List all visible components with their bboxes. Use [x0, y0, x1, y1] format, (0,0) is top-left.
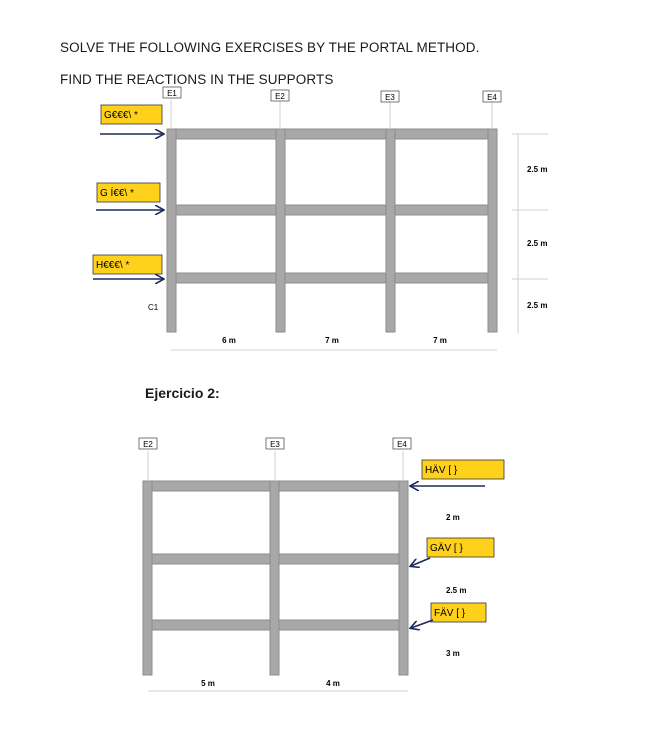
load-level-1	[93, 255, 163, 279]
column-tag-E3	[381, 91, 399, 102]
span-label-1: 6 m	[222, 336, 236, 345]
column-2-1	[143, 481, 152, 675]
column-tag-ex2-E3	[266, 438, 284, 449]
column-3	[386, 129, 395, 332]
frame-2	[143, 451, 408, 675]
beam-roof	[167, 129, 497, 139]
column-2-2	[270, 481, 279, 675]
story-2-height-2: 2.5 m	[446, 586, 467, 595]
span-2-label-2: 4 m	[326, 679, 340, 688]
story-height-2: 2.5 m	[527, 239, 548, 248]
load-2-label-level-1: FÄV [ }	[434, 608, 466, 619]
story-2-height-3: 2 m	[446, 513, 460, 522]
support-label: C1	[148, 303, 159, 312]
span-label-3: 7 m	[433, 336, 447, 345]
column-4	[488, 129, 497, 332]
instruction-portal-method: SOLVE THE FOLLOWING EXERCISES BY THE PORTAL METHOD.	[60, 40, 480, 55]
column-tag-ex2-E2-label: E2	[143, 440, 153, 449]
column-2-3	[399, 481, 408, 675]
load-label-level-2: G Í€€\ *	[100, 188, 134, 199]
column-tag-ex2-E2	[139, 438, 157, 449]
load-2-roof	[411, 460, 504, 486]
frame-1	[167, 100, 497, 332]
column-tag-E3-label: E3	[385, 93, 395, 102]
span-2-label-1: 5 m	[201, 679, 215, 688]
load-2-level-1	[411, 603, 486, 628]
load-2-label-level-2: GÄV [ }	[430, 543, 463, 554]
column-1	[167, 129, 176, 332]
column-tag-E2-label: E2	[275, 92, 285, 101]
beam-level-2	[167, 205, 497, 215]
story-height-1: 2.5 m	[527, 301, 548, 310]
column-tag-ex2-E4	[393, 438, 411, 449]
load-roof	[100, 105, 163, 134]
column-tag-ex2-E3-label: E3	[270, 440, 280, 449]
exercise-2-heading: Ejercicio 2:	[145, 385, 220, 401]
load-2-label-roof: HÄV [ }	[425, 465, 458, 476]
column-tag-E1	[163, 87, 181, 98]
instruction-find-reactions: FIND THE REACTIONS IN THE SUPPORTS	[60, 72, 334, 87]
column-tag-E1-label: E1	[167, 89, 177, 98]
story-height-3: 2.5 m	[527, 165, 548, 174]
load-2-arrow-level-1	[411, 620, 433, 628]
column-2	[276, 129, 285, 332]
span-label-2: 7 m	[325, 336, 339, 345]
story-2-height-1: 3 m	[446, 649, 460, 658]
column-tag-E2	[271, 90, 289, 101]
load-2-arrow-level-2	[411, 558, 430, 566]
column-tag-E4-label: E4	[487, 93, 497, 102]
load-label-level-1: H€€€\ *	[96, 260, 130, 271]
beam-level-1	[167, 273, 497, 283]
load-level-2	[96, 183, 163, 210]
column-tag-E4	[483, 91, 501, 102]
column-tag-ex2-E4-label: E4	[397, 440, 407, 449]
load-label-roof: G€€€\ *	[104, 110, 138, 121]
load-2-level-2	[411, 538, 494, 566]
